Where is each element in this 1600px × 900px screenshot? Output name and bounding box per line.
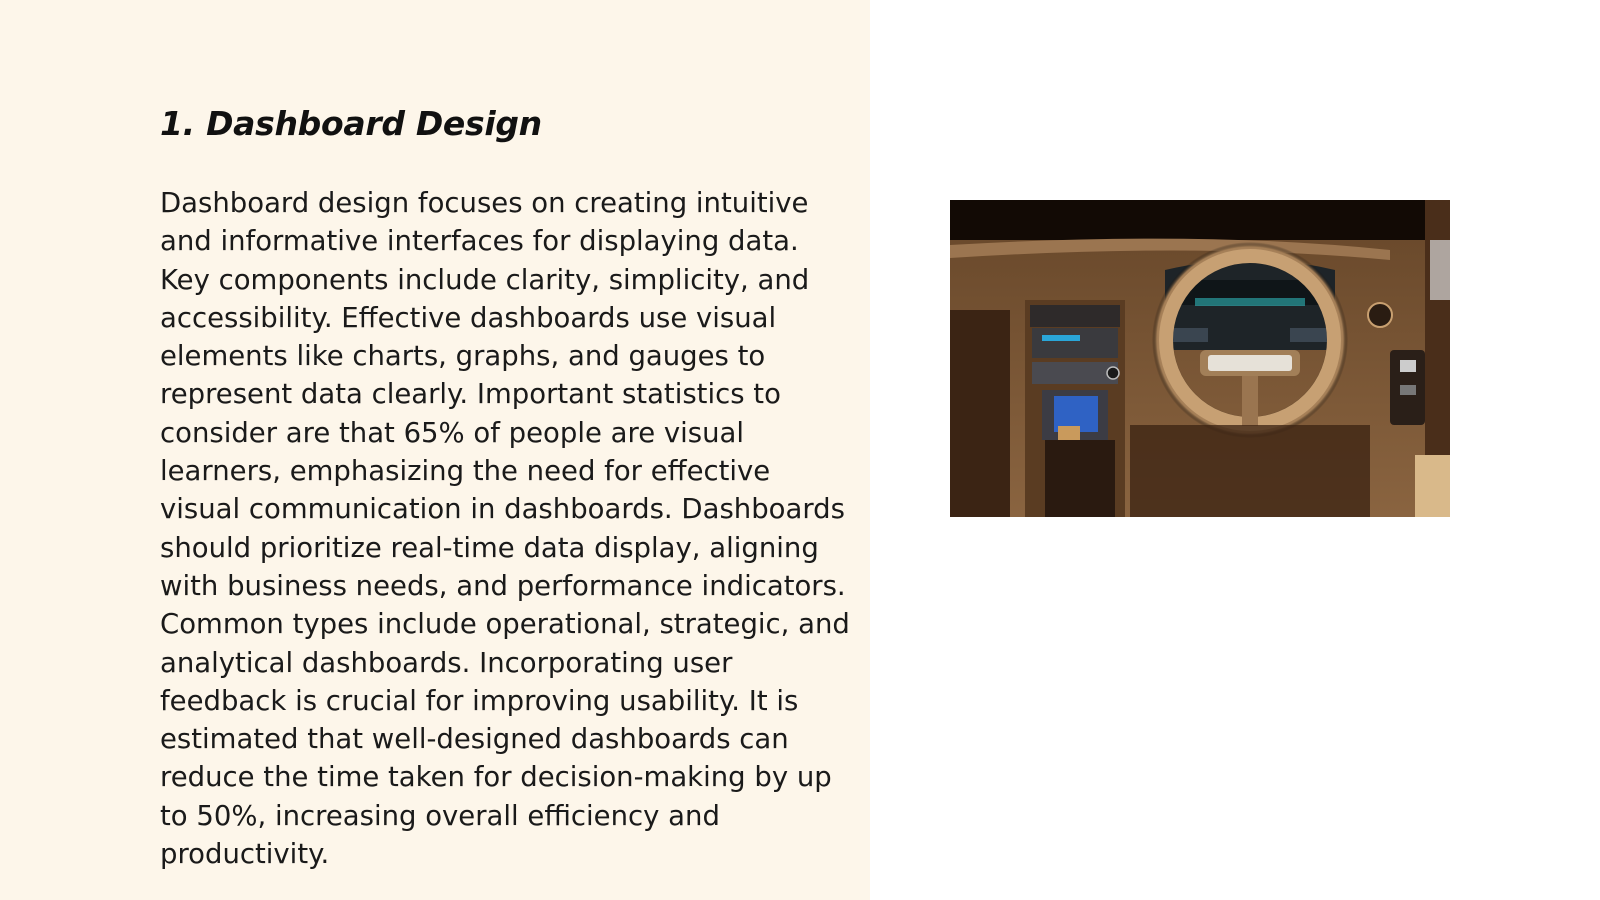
slide-body-text: Dashboard design focuses on creating intuitive and informative interfaces for displaying data. Key components include clarity, simplicity, and accessibility. Effective dashboards use visual elements like charts, graphs, and gauges to represent data clearly. Important statistics to consider are that 65% of people are visual learners, emphasizing the need for effective visual communication in dashboards. Dashboards should prioritize real-time data display, aligning with business needs, and performance indicators. Common types include operational, strategic, and analytical dashboards. Incorporating user feedback is crucial for improving usability. It is estimated that well-designed dashboards can reduce the time taken for decision-making by up to 50%, increasing overall efficiency and productivity. bbox=[160, 187, 850, 871]
slide-heading: 1. Dashboard Design bbox=[160, 104, 542, 143]
car-dashboard-illustration bbox=[950, 200, 1450, 517]
car-dashboard-photo bbox=[950, 200, 1450, 517]
